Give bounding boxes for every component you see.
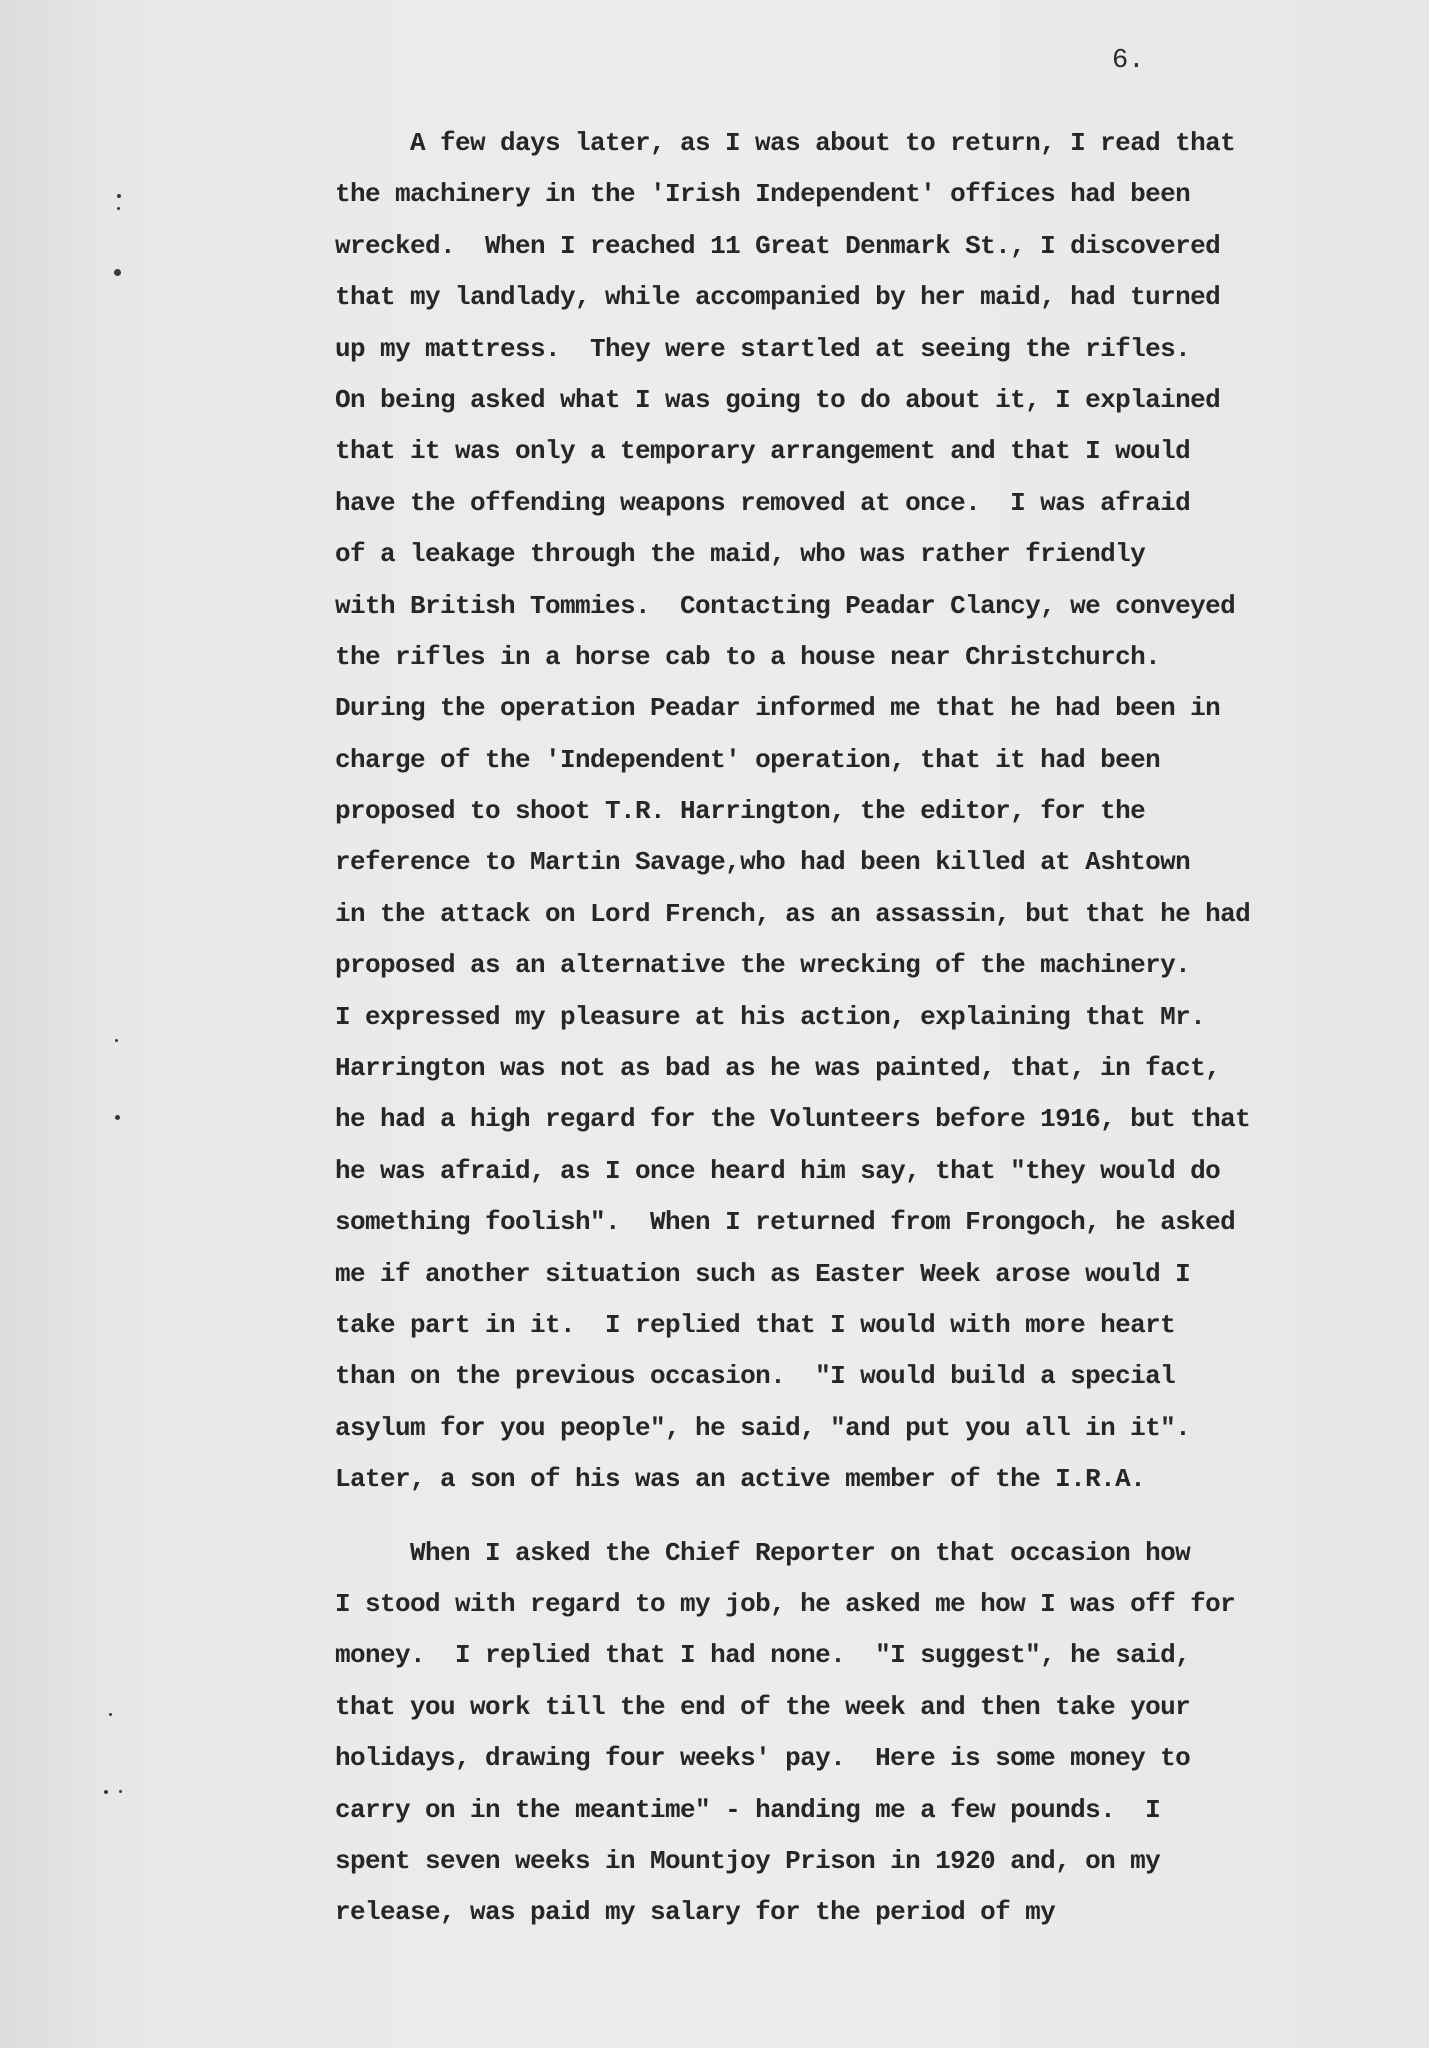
text-line: with British Tommies. Contacting Peadar Clancy, we conveyed xyxy=(335,590,1236,621)
paragraph-1 xyxy=(335,118,1395,1506)
text-line: take part in it. I replied that I would with more heart xyxy=(335,1309,1176,1340)
text-line: wrecked. When I reached 11 Great Denmark St., I discovered xyxy=(335,230,1221,261)
scan-speck xyxy=(104,1790,108,1794)
text-line: of a leakage through the maid, who was rather friendly xyxy=(335,539,1146,570)
text-line: in the attack on Lord French, as an assassin, but that he had xyxy=(335,898,1251,929)
text-line: he had a high regard for the Volunteers before 1916, but that xyxy=(335,1104,1251,1135)
text-line: When I asked the Chief Reporter on that occasion how xyxy=(410,1537,1191,1568)
text-line: A few days later, as I was about to return, I read that xyxy=(410,128,1236,158)
text-line: the machinery in the 'Irish Independent' offices had been xyxy=(335,179,1191,210)
body-text xyxy=(335,118,1395,1939)
text-line: than on the previous occasion. "I would build a special xyxy=(335,1361,1176,1392)
text-line: holidays, drawing four weeks' pay. Here is some money to xyxy=(335,1743,1191,1774)
scan-speck xyxy=(114,269,121,276)
scan-speck xyxy=(117,194,121,198)
text-line: I stood with regard to my job, he asked me how I was off for xyxy=(335,1588,1236,1619)
scan-speck xyxy=(115,1115,120,1120)
text-line: release, was paid my salary for the period of my xyxy=(335,1897,1056,1928)
text-line: that it was only a temporary arrangement and that I would xyxy=(335,436,1191,467)
text-line: the rifles in a horse cab to a house near Christchurch. xyxy=(335,641,1161,672)
text-line: have the offending weapons removed at once. I was afraid xyxy=(335,487,1191,518)
text-line: asylum for you people", he said, "and put you all in it". xyxy=(335,1412,1191,1443)
scan-speck xyxy=(117,207,120,210)
text-line: proposed to shoot T.R. Harrington, the editor, for the xyxy=(335,796,1146,827)
text-line: Later, a son of his was an active member of the I.R.A. xyxy=(335,1464,1146,1495)
text-line: money. I replied that I had none. "I suggest", he said, xyxy=(335,1640,1191,1671)
text-line: up my mattress. They were startled at seeing the rifles. xyxy=(335,333,1191,364)
text-line: On being asked what I was going to do about it, I explained xyxy=(335,384,1221,415)
text-line: spent seven weeks in Mountjoy Prison in 1920 and, on my xyxy=(335,1845,1161,1876)
text-line: charge of the 'Independent' operation, that it had been xyxy=(335,744,1161,775)
scan-speck xyxy=(109,1713,112,1716)
text-line: During the operation Peadar informed me that he had been in xyxy=(335,693,1221,724)
text-line: proposed as an alternative the wrecking of the machinery. xyxy=(335,950,1191,981)
text-line: Harrington was not as bad as he was painted, that, in fact, xyxy=(335,1053,1221,1084)
text-line: carry on in the meantime" - handing me a few pounds. I xyxy=(335,1794,1161,1825)
paragraph-gap xyxy=(335,1506,1395,1528)
text-line: he was afraid, as I once heard him say, that "they would do xyxy=(335,1155,1221,1186)
text-line: I expressed my pleasure at his action, explaining that Mr. xyxy=(335,1001,1206,1032)
paragraph-2 xyxy=(335,1528,1395,1939)
text-line: reference to Martin Savage,who had been killed at Ashtown xyxy=(335,847,1191,878)
text-line: me if another situation such as Easter Week arose would I xyxy=(335,1258,1191,1289)
page-number: 6. xyxy=(1112,46,1145,76)
scan-speck xyxy=(115,1039,118,1042)
scan-speck xyxy=(119,1790,122,1793)
text-line: that my landlady, while accompanied by her maid, had turned xyxy=(335,282,1221,313)
text-line: something foolish". When I returned from Frongoch, he asked xyxy=(335,1207,1236,1238)
text-line: that you work till the end of the week and then take your xyxy=(335,1691,1191,1722)
